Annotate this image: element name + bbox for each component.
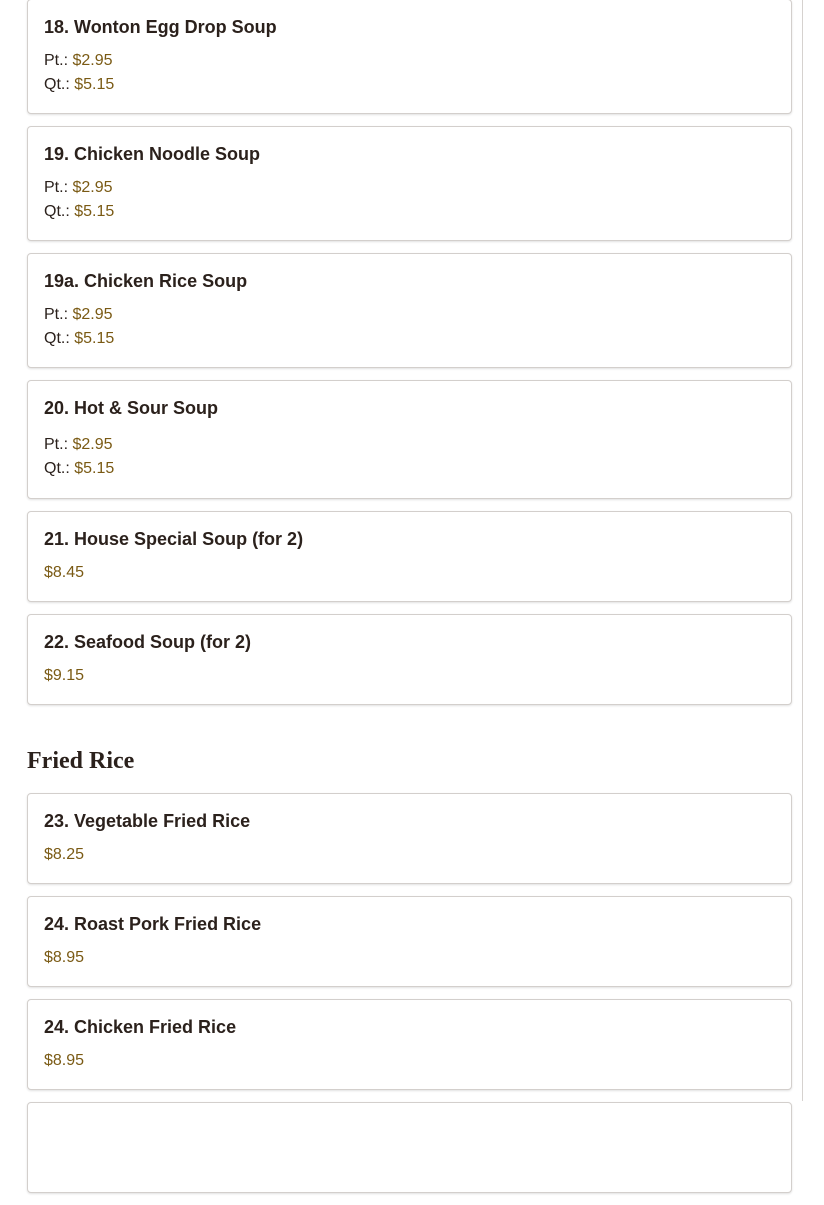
menu-item-name: 23. Vegetable Fried Rice <box>44 811 251 831</box>
price-value: $2.95 <box>72 306 113 323</box>
price-option-quart <box>44 457 775 481</box>
price-value: $5.15 <box>74 203 115 220</box>
price-label: Qt.: <box>44 460 70 477</box>
section-title: Fried Rice <box>27 748 135 774</box>
menu-item-card[interactable] <box>27 126 792 241</box>
price-value: $8.25 <box>44 846 85 863</box>
price-value: $5.15 <box>74 460 115 477</box>
menu-item-name: 24. Roast Pork Fried Rice <box>44 914 262 934</box>
menu-item-prices <box>44 561 775 585</box>
panel-divider <box>802 0 803 1101</box>
price-option <box>44 843 775 867</box>
price-option-pint <box>44 433 775 457</box>
price-value: $8.45 <box>44 564 85 581</box>
menu-section-soups <box>27 0 792 705</box>
menu-item-card[interactable] <box>27 511 792 602</box>
menu-item-prices <box>44 176 775 224</box>
menu-item-card[interactable] <box>27 896 792 987</box>
price-label: Qt.: <box>44 76 70 93</box>
menu-item-name: 18. Wonton Egg Drop Soup <box>44 17 277 37</box>
menu-item-prices <box>44 303 775 351</box>
price-value: $9.15 <box>44 667 85 684</box>
price-label: Pt.: <box>44 179 69 196</box>
menu-item-name: 19. Chicken Noodle Soup <box>44 144 261 164</box>
price-label: Pt.: <box>44 52 69 69</box>
price-value: $8.95 <box>44 949 85 966</box>
menu-item-prices <box>44 946 775 970</box>
price-option <box>44 664 775 688</box>
price-option <box>44 561 775 585</box>
price-value: $2.95 <box>72 52 113 69</box>
menu-item-prices <box>44 1049 775 1073</box>
price-option-quart <box>44 73 775 97</box>
menu-item-card[interactable] <box>27 380 792 499</box>
menu-item-card[interactable] <box>27 614 792 705</box>
price-label: Pt.: <box>44 436 69 453</box>
menu-item-prices <box>44 433 775 481</box>
price-value: $5.15 <box>74 76 115 93</box>
price-option-pint <box>44 176 775 200</box>
price-label: Qt.: <box>44 203 70 220</box>
price-option-pint <box>44 303 775 327</box>
menu-item-prices <box>44 49 775 97</box>
menu-item-name: 19a. Chicken Rice Soup <box>44 271 248 291</box>
price-value: $2.95 <box>72 179 113 196</box>
menu-item-card-partial[interactable] <box>27 1102 792 1193</box>
price-option-pint <box>44 49 775 73</box>
menu-item-name: 22. Seafood Soup (for 2) <box>44 632 252 652</box>
price-option <box>44 946 775 970</box>
price-value: $2.95 <box>72 436 113 453</box>
menu-item-prices <box>44 664 775 688</box>
menu-item-name: 21. House Special Soup (for 2) <box>44 529 304 549</box>
price-label: Pt.: <box>44 306 69 323</box>
menu-item-card[interactable] <box>27 999 792 1090</box>
menu-item-name: 24. Chicken Fried Rice <box>44 1017 237 1037</box>
menu-item-prices <box>44 843 775 867</box>
menu-item-name: 20. Hot & Sour Soup <box>44 398 219 418</box>
price-label: Qt.: <box>44 330 70 347</box>
price-option-quart <box>44 200 775 224</box>
price-option-quart <box>44 327 775 351</box>
menu-content <box>27 0 792 1205</box>
menu-section-fried-rice <box>27 747 792 1193</box>
menu-item-card[interactable] <box>27 253 792 368</box>
price-option <box>44 1049 775 1073</box>
menu-item-card[interactable] <box>27 0 792 114</box>
price-value: $8.95 <box>44 1052 85 1069</box>
price-value: $5.15 <box>74 330 115 347</box>
menu-item-card[interactable] <box>27 793 792 884</box>
